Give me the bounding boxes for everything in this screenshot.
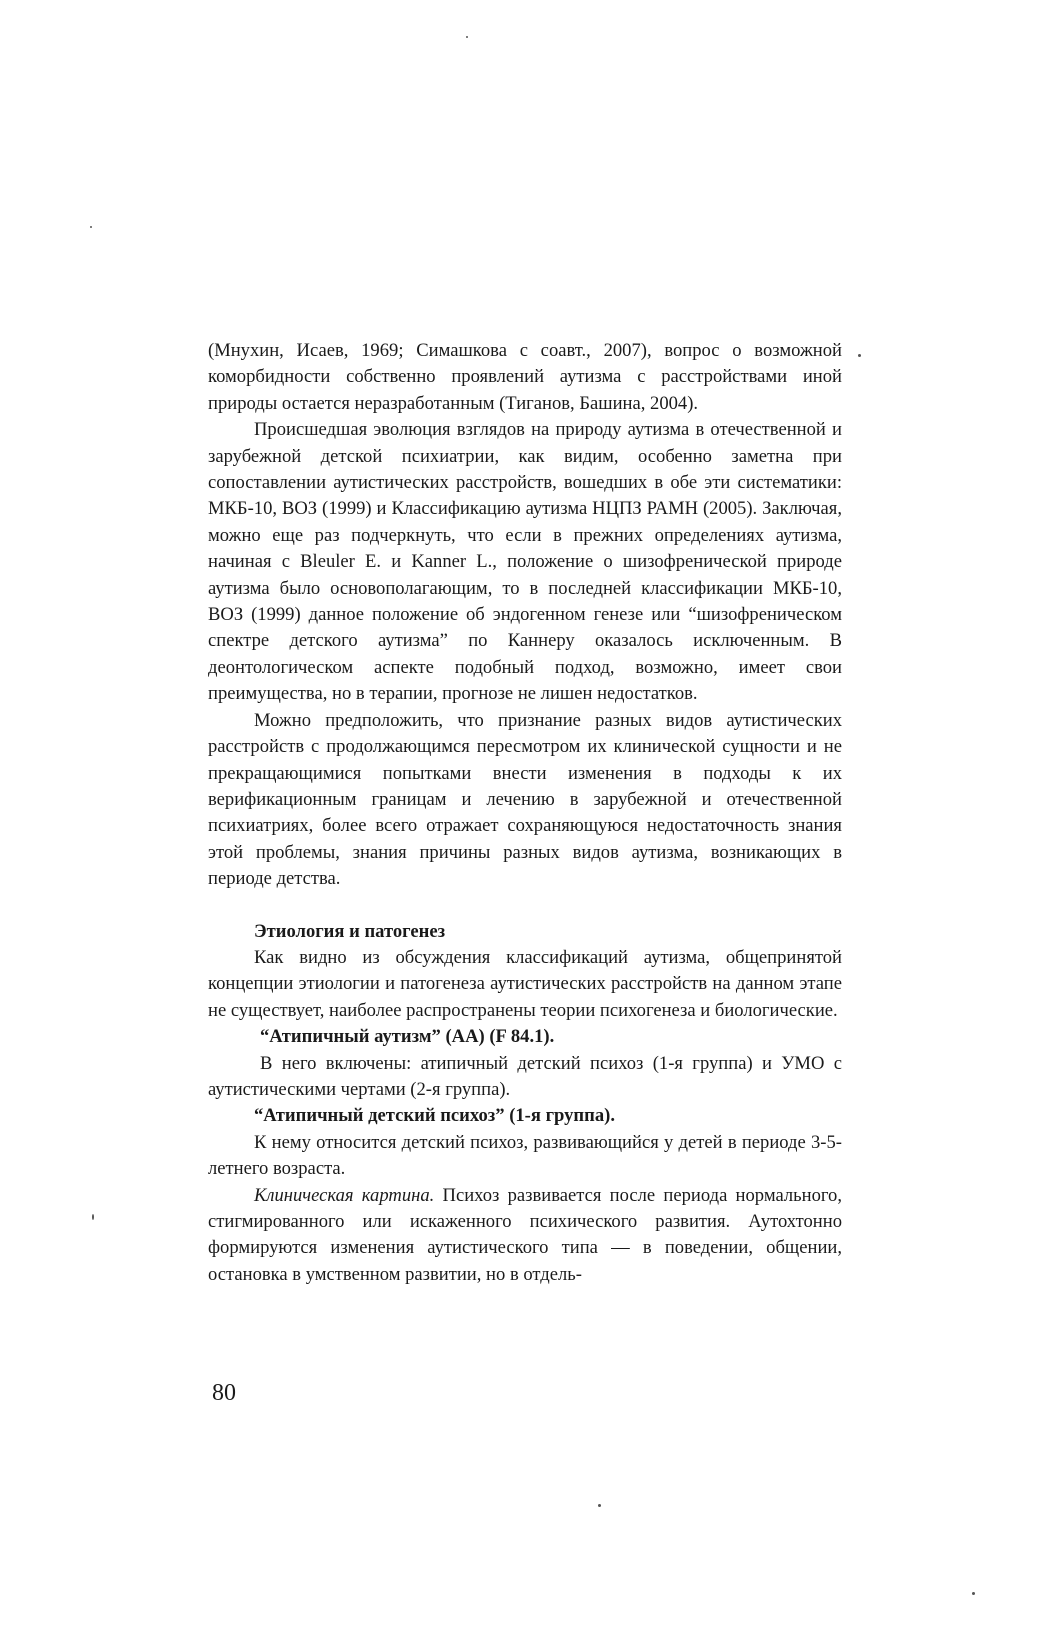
paragraph-7 bbox=[208, 1183, 842, 1289]
paragraph-4: Как видно из обсуждения классификаций аутизма, общепринятой концепции этиологии и патогенеза аутистических расстройств на данном этапе не существует, наиболее распространены теории психогенеза и биологические. bbox=[208, 946, 842, 1021]
paragraph-7-text: Психоз развивается после периода нормального, стигмированного или искаженного психического развития. Аутохтонно формируются изменения аутистического типа — в поведении, общении, остановка в умственном развитии, но в отдель- bbox=[208, 1184, 842, 1285]
paragraph-2: Происшедшая эволюция взглядов на природу аутизма в отечественной и зарубежной детской психиатрии, как видим, особенно заметна при сопоставлении аутистических расстройств, вошедших в обе эти систематики: МКБ-10, ВОЗ (1999) и Классификацию аутизма НЦПЗ РАМН (2005). Заключая, можно еще раз подчеркнуть, что если в прежних определениях аутизма, начиная с Bleuler E. и Kanner L., положение о шизофренической природе аутизма было основополагающим, то в последней классификации МКБ-10, ВОЗ (1999) данное положение об эндогенном генезе или “шизофреническом спектре детского аутизма” по Каннеру оказалось исключенным. В деонтологическом аспекте подобный подход, возможно, имеет свои преимущества, но в терапии, прогнозе не лишен недостатков. bbox=[208, 419, 842, 705]
clinical-picture-label: Клиническая картина. bbox=[254, 1184, 435, 1206]
paragraph-1: (Мнухин, Исаев, 1969; Симашкова с соавт., 2007), вопрос о возможной коморбидности собственно проявлений аутизма с расстройствами иной природы остается неразработанным (Тиганов, Башина, 2004). bbox=[208, 340, 842, 414]
scan-speck bbox=[972, 1592, 975, 1595]
subheading-atypical-psychosis: “Атипичный детский психоз” (1-я группа). bbox=[254, 1105, 615, 1127]
paragraph-6: К нему относится детский психоз, развивающийся у детей в периоде 3-5-летнего возраста. bbox=[208, 1131, 842, 1180]
section-heading-etiology: Этиология и патогенез bbox=[254, 920, 446, 942]
subheading-atypical-autism: “Атипичный аутизм” (АА) (F 84.1). bbox=[260, 1026, 555, 1048]
page-number: 80 bbox=[212, 1380, 236, 1406]
body-text bbox=[208, 338, 842, 1288]
scan-speck bbox=[90, 226, 92, 228]
scan-speck bbox=[598, 1504, 601, 1507]
paragraph-3: Можно предположить, что признание разных видов аутистических расстройств с продолжающимся пересмотром их клинической сущности и не прекращающимися попытками внести изменения в подходы к их верификационным границам и лечению в зарубежной и отечественной психиатриях, более всего отражает сохраняющуюся недостаточность знания этой проблемы, знания причины разных видов аутизма, возникающих в периоде детства. bbox=[208, 709, 842, 890]
scan-speck bbox=[858, 354, 861, 357]
section-gap bbox=[208, 893, 842, 919]
scan-speck bbox=[466, 36, 468, 38]
scan-speck bbox=[92, 1214, 94, 1220]
paragraph-5: В него включены: атипичный детский психоз (1-я группа) и УМО с аутистическими чертами (2-я группа). bbox=[208, 1052, 842, 1100]
